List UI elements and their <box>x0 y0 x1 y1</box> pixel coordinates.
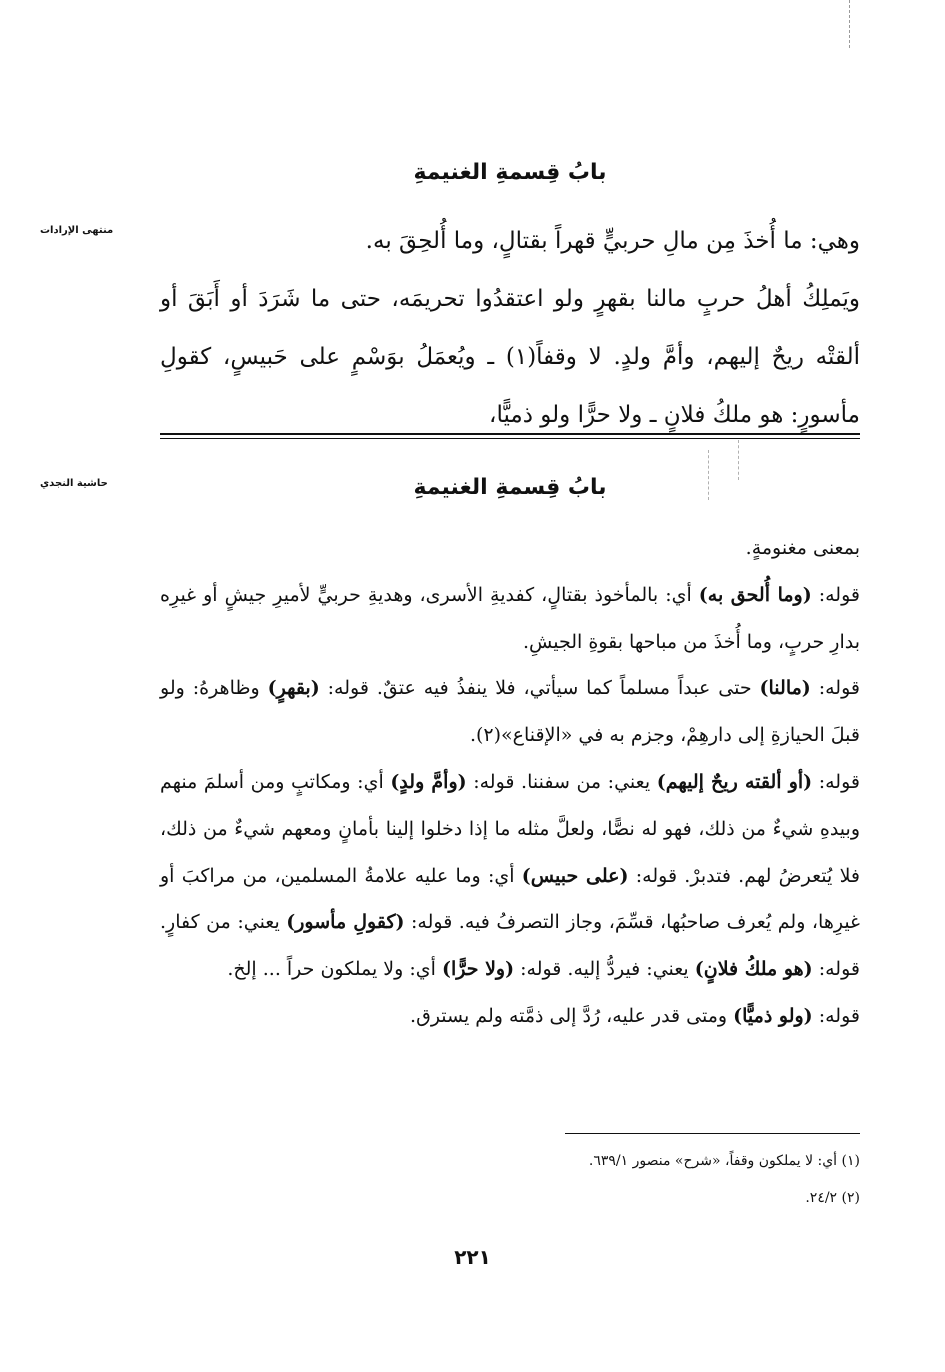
sharh-paragraph <box>160 759 860 993</box>
quoted-phrase: (وما أُلحق به) <box>698 583 812 606</box>
text-span: قوله: <box>812 770 860 793</box>
footnote-rule <box>565 1133 860 1134</box>
quoted-phrase: (على حبيس) <box>521 864 629 887</box>
matn-paragraph: ويَملِكُ أهلُ حربٍ مالنا بقهرٍ ولو اعتقدُوا تحريمَه، حتى ما شَرَدَ أو أَبَقَ أو ألقتْه ريحٌ إليهم، وأمَّ ولدٍ. لا وقفاً(١) ـ ويُعمَلُ بوَسْمٍ على حَبيسٍ، كقولِ مأسورٍ: هو ملكُ فلانٍ ـ ولا حرًّا ولو ذميًّا، <box>160 286 860 428</box>
text-span: حتى عبداً مسلماً كما سيأتي، فلا ينفذُ فيه عتقٌ. قوله: <box>319 677 760 700</box>
side-label-matn: منتهى الإرادات <box>40 225 114 236</box>
quoted-phrase: (بقهرٍ) <box>267 677 320 700</box>
quoted-phrase: (أو ألقته ريحٌ إليهم) <box>656 770 813 793</box>
text-span: يعني: فيردُّ إليه. قوله: <box>514 958 695 981</box>
quoted-phrase: (ولا حرًّا) <box>441 958 515 981</box>
quoted-phrase: (مالنا) <box>759 677 811 700</box>
section-divider <box>160 433 860 435</box>
text-span: يعني: من سفننا. قوله: <box>466 770 657 793</box>
quoted-phrase: (كقولِ مأسور) <box>286 911 405 934</box>
text-span: قوله: <box>810 677 860 700</box>
text-span: أي: بالمأخوذ بقتالٍ، كفديةِ الأسرى، وهديةِ حربيٍّ لأميرِ جيشٍ أو غيرِه بدارِ حربٍ، وما أُخذَ من مباحها بقوةِ الجيشِ. <box>160 583 860 653</box>
section-divider <box>160 438 860 439</box>
sharh-paragraph <box>160 572 860 666</box>
footnote: (١) أي: لا يملكون وقفاً، «شرح» منصور ٦٣٩/١. <box>588 1153 860 1169</box>
matn-title: بابُ قِسمةِ الغنيمةِ <box>413 160 607 185</box>
sharh-paragraph <box>160 993 860 1040</box>
sharh-paragraph <box>160 665 860 759</box>
quoted-phrase: (ولو ذميًّا) <box>733 1004 813 1027</box>
quoted-phrase: (هو ملكُ فلانٍ) <box>694 958 813 981</box>
text-span: قوله: <box>811 583 860 606</box>
text-span: أي: وما عليه علامةُ المسلمين، من مراكبَ أو غيرِها، ولم يُعرف صاحبُها، قسِّمَ، وجاز التصرفُ فيه. قوله: <box>160 864 860 934</box>
page-number: ٢٢١ <box>454 1245 491 1269</box>
text-span: أي: ولا يملكون حراً ... إلخ. <box>227 958 442 981</box>
side-label-sharh: حاشية النجدي <box>40 478 108 489</box>
sharh-title: بابُ قِسمةِ الغنيمةِ <box>413 475 607 500</box>
scan-edge-line <box>849 0 850 48</box>
quoted-phrase: (وأمَّ ولدٍ) <box>390 770 467 793</box>
text-span: يعني: من كفارٍ. قوله: <box>160 911 860 981</box>
footnotes <box>300 1143 860 1217</box>
text-span: أي: ومكاتبٍ ومن أسلمَ منهم وبيدهِ شيءٌ من ذلك، فهو له نصًّا، ولعلَّ مثله ما إذا دخلوا إلينا بأمانٍ ومعهم شيءٌ من ذلك، فلا يُتعرضُ لهم. فتدبرْ. قوله: <box>160 770 861 887</box>
matn-text <box>160 212 860 444</box>
sharh-intro: بمعنى مغنومةٍ. <box>745 537 860 559</box>
text-span: قوله: <box>812 1004 860 1027</box>
text-span: ومتى قدر عليه، رُدَّ إلى ذمَّته ولم يسترق. <box>410 1004 734 1027</box>
matn-paragraph: وهي: ما أُخذَ مِن مالِ حربيٍّ قهراً بقتالٍ، وما أُلحِقَ به. <box>365 228 860 254</box>
text-span: وظاهرهُ: ولو قبلَ الحيازةِ إلى دارهِمْ، وجزم به في «الإقناع»(٢). <box>160 677 860 747</box>
sharh-text <box>160 525 860 1040</box>
footnote: (٢) ٢٤/٢. <box>805 1190 860 1206</box>
